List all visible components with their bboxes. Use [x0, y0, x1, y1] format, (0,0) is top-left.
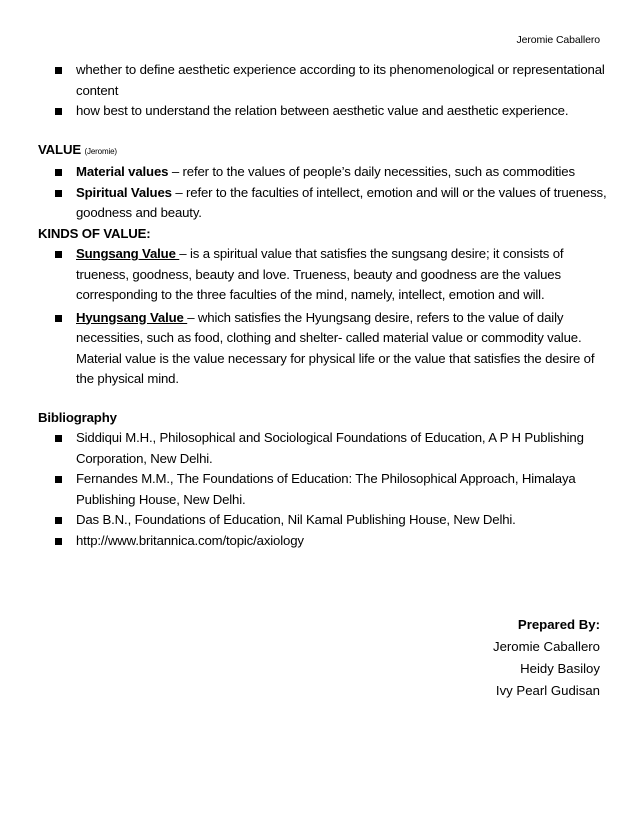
list-item: whether to define aesthetic experience according to its phenomenological or representational content: [38, 60, 608, 101]
square-bullet-icon: [55, 538, 62, 545]
square-bullet-icon: [55, 517, 62, 524]
list-item: how best to understand the relation between aesthetic value and aesthetic experience.: [38, 101, 608, 122]
intro-bullet-list: [38, 60, 608, 122]
square-bullet-icon: [55, 67, 62, 74]
kinds-section-title: KINDS OF VALUE:: [38, 225, 151, 241]
list-item: Fernandes M.M., The Foundations of Education: The Philosophical Approach, Himalaya Publishing House, New Delhi.: [38, 469, 608, 510]
value-list: [38, 162, 608, 224]
list-item: http://www.britannica.com/topic/axiology: [38, 531, 608, 552]
list-item: Siddiqui M.H., Philosophical and Sociological Foundations of Education, A P H Publishing Corporation, New Delhi.: [38, 428, 608, 469]
value-section-note: (Jeromie): [84, 146, 117, 156]
prepared-by-block: [493, 614, 600, 702]
term: Sungsang Value: [76, 246, 180, 261]
square-bullet-icon: [55, 315, 62, 322]
author-name: Ivy Pearl Gudisan: [495, 683, 600, 698]
list-item: Das B.N., Foundations of Education, Nil Kamal Publishing House, New Delhi.: [38, 510, 608, 531]
square-bullet-icon: [55, 169, 62, 176]
square-bullet-icon: [55, 190, 62, 197]
page-header-author: Jeromie Caballero: [516, 34, 600, 46]
list-item: Spiritual Values – refer to the faculties of intellect, emotion and will or the values of trueness, goodness and beauty.: [38, 183, 608, 224]
term: Spiritual Values: [76, 184, 172, 200]
list-item: Hyungsang Value – which satisfies the Hyungsang desire, refers to the value of daily necessities, such as food, clothing and shelter- called material value or commodity value. Material value is the value necessary for physical life or the value that satisfies the desire of the physical mind.: [38, 308, 608, 390]
term: Material values: [76, 164, 169, 179]
document-body: [38, 60, 608, 551]
list-item: Sungsang Value – is a spiritual value that satisfies the sungsang desire; it consists of trueness, goodness, beauty and love. Trueness, beauty and goodness are the values corresponding to the three faculties of the mind, namely, intellect, emotion and will.: [38, 244, 608, 306]
kinds-list: [38, 244, 608, 390]
value-section-title: VALUE (Jeromie): [38, 141, 117, 157]
square-bullet-icon: [55, 435, 62, 442]
author-name: Jeromie Caballero: [492, 639, 600, 654]
term: Hyungsang Value: [76, 309, 188, 325]
square-bullet-icon: [55, 251, 62, 258]
bibliography-list: [38, 428, 608, 551]
prepared-by-label: Prepared By:: [517, 617, 600, 632]
bibliography-title: Bibliography: [38, 409, 117, 425]
list-item: Material values – refer to the values of people’s daily necessities, such as commodities: [38, 162, 608, 183]
square-bullet-icon: [55, 476, 62, 483]
author-name: Heidy Basiloy: [520, 661, 600, 676]
square-bullet-icon: [55, 108, 62, 115]
